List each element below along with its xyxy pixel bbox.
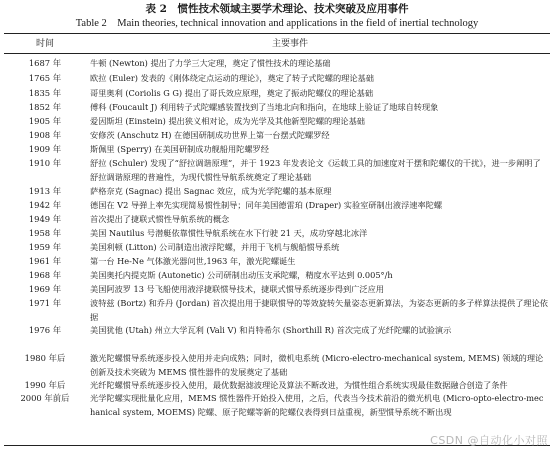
row-year: 1959 年 — [28, 242, 62, 252]
row-year: 1942 年 — [28, 200, 62, 210]
row-year: 1949 年 — [28, 214, 62, 224]
table-top-rule — [4, 33, 550, 34]
row-year: 1961 年 — [28, 256, 62, 266]
row-year: 1969 年 — [28, 284, 62, 294]
caption-chinese: 表 2 惯性技术领域主要学术理论、技术突破及应用事件 — [145, 3, 409, 15]
row-year: 1905 年 — [28, 116, 62, 126]
row-year: 1968 年 — [28, 270, 62, 280]
row-event: 美国 Nautilus 号潜艇依靠惯性导航系统在水下行驶 21 天，成功穿越北冰洋 — [90, 228, 368, 238]
row-year: 1765 年 — [28, 73, 62, 83]
watermark: CSDN @自动化小对照 — [430, 434, 548, 447]
row-event: 舒拉 (Schuler) 发现了“舒拉调谐原理”，并于 1923 年发表论文《运载工具的加速度对于摆和陀螺仪的干扰》，进一步阐明了舒拉调谐原理的普遍性，为现代惯性导航系统奠定了理论基础 — [90, 158, 541, 182]
row-year: 1908 年 — [28, 130, 62, 140]
row-event: 美国阿波罗 13 号飞船使用液浮捷联惯导技术，捷联式惯导系统逐步得到广泛应用 — [90, 284, 384, 294]
row-event: 光纤陀螺惯导系统逐步投入使用，最优数据滤波理论及算法不断改进，为惯性组合系统实现最佳数据融合创造了条件 — [90, 380, 508, 390]
row-event: 欧拉 (Euler) 发表的《刚体绕定点运动的理论》，奠定了转子式陀螺的理论基础 — [90, 73, 374, 83]
row-event: 傅科 (Foucault J) 利用转子式陀螺感装置找到了当地北向和指向，在地球上验证了地球自转现象 — [90, 102, 439, 112]
table-header-rule — [4, 53, 550, 54]
row-year: 1687 年 — [28, 58, 62, 68]
row-year: 1990 年后 — [24, 380, 66, 390]
row-event: 斯佩里 (Sperry) 在美国研制成功舰船用陀螺罗经 — [90, 144, 269, 154]
row-year: 1958 年 — [28, 228, 62, 238]
row-event: 第一台 He-Ne 气体激光器问世,1963 年，激光陀螺诞生 — [90, 256, 296, 266]
row-event: 激光陀螺惯导系统逐步投入使用并走向成熟；同时，微机电系统 (Micro-electro-mechanical system, MEMS) 领域的理论创新及技术突破为 MEMS 惯性器件的发展奠定了基础 — [90, 353, 544, 377]
row-year: 1913 年 — [28, 186, 62, 196]
row-year: 1971 年 — [28, 298, 62, 308]
row-year: 1852 年 — [28, 102, 62, 112]
row-event: 安修茨 (Anschutz H) 在德国研制成功世界上第一台摆式陀螺罗经 — [90, 130, 330, 140]
row-year: 1976 年 — [28, 325, 62, 335]
header-time: 时间 — [35, 39, 54, 49]
row-event: 美国犹他 (Utah) 州立大学瓦利 (Vali V) 和肖特希尔 (Shorthill R) 首次完成了光纤陀螺的试验演示 — [90, 325, 452, 335]
row-event: 德国在 V2 导弹上率先实现简易惯性制导；同年美国德雷珀 (Draper) 实验室研制出液浮速率陀螺 — [90, 200, 443, 210]
row-year: 1980 年后 — [24, 353, 66, 363]
row-event: 首次提出了捷联式惯性导航系统的概念 — [90, 214, 230, 224]
row-year: 1910 年 — [28, 158, 62, 168]
header-event: 主要事件 — [271, 39, 308, 49]
row-event: 爱因斯坦 (Einstein) 提出狭义相对论，成为光学及其他新型陀螺的理论基础 — [90, 116, 365, 126]
row-event: 萨格奈克 (Sagnac) 提出 Sagnac 效应，成为光学陀螺的基本原理 — [90, 186, 332, 196]
row-event: 波特兹 (Bortz) 和乔丹 (Jordan) 首次提出用于捷联惯导的等效旋转矢量姿态更新算法，为姿态更新的多子样算法提供了理论依据 — [90, 298, 548, 322]
row-event: 美国奥托内提克斯 (Autonetic) 公司研制出动压支承陀螺，精度水平达到 0.005°/h — [90, 270, 393, 280]
row-year: 1909 年 — [28, 144, 62, 154]
row-year: 2000 年前后 — [20, 393, 70, 403]
row-year: 1835 年 — [28, 88, 62, 98]
caption-english: Table 2 Main theories, technical innovation and applications in the field of inertial technology — [75, 18, 479, 29]
row-event: 美国利顿 (Litton) 公司制造出液浮陀螺，并用于飞机与舰船惯导系统 — [90, 242, 340, 252]
row-event: 牛顿 (Newton) 提出了力学三大定理，奠定了惯性技术的理论基础 — [90, 58, 331, 68]
row-event: 哥里奥利 (Coriolis G G) 提出了哥氏效应原理，奠定了振动陀螺仪的理论基础 — [90, 88, 374, 98]
row-event: 光学陀螺实现批量化应用，MEMS 惯性器件开始投入使用，之后，代表当今技术前沿的微光机电 (Micro-opto-electro-mechanical system, MOEMS) 陀螺、原子陀螺等新的陀螺仪表得到日益重视，新型惯导系统不断出现 — [90, 393, 544, 417]
